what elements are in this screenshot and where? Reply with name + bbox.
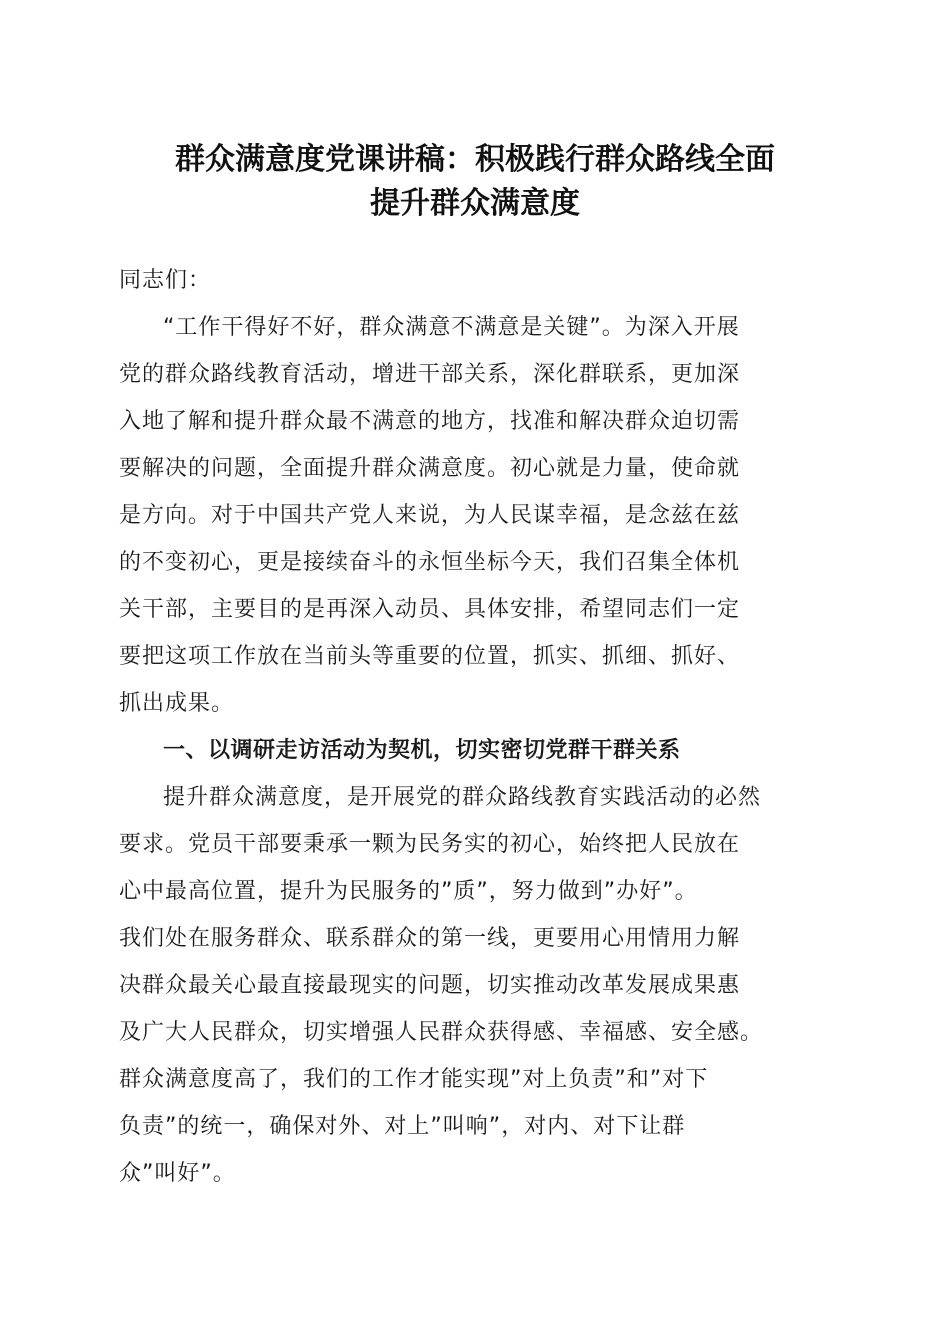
paragraph-1-line: 要把这项工作放在当前头等重要的位置，抓实、抓细、抓好、 <box>119 644 741 669</box>
paragraph-1-line: 要解决的问题，全面提升群众满意度。初心就是力量，使命就 <box>119 456 741 481</box>
paragraph-2-line: 群众满意度高了，我们的工作才能实现”对上负责”和”对下 <box>119 1067 709 1092</box>
paragraph-2-line: 心中最高位置，提升为民服务的”质”，努力做到”办好”。 <box>119 879 698 904</box>
paragraph-2-line: 要求。党员干部要秉承一颗为民务实的初心，始终把人民放在 <box>119 832 741 857</box>
section-1-heading: 一、以调研走访活动为契机，切实密切党群干群关系 <box>163 738 681 763</box>
title-line-2: 提升群众满意度 <box>370 186 580 221</box>
document-title <box>100 138 850 226</box>
paragraph-1-line: 入地了解和提升群众最不满意的地方，找准和解决群众迫切需 <box>119 409 741 434</box>
paragraph-1-line: 关干部，主要目的是再深入动员、具体安排，希望同志们一定 <box>119 597 741 622</box>
paragraph-2-line: 提升群众满意度，是开展党的群众路线教育实践活动的必然 <box>163 785 762 810</box>
paragraph-2-line: 及广大人民群众，切实增强人民群众获得感、幸福感、安全感。 <box>119 1020 764 1045</box>
paragraph-1-line: 党的群众路线教育活动，增进干部关系，深化群联系，更加深 <box>119 362 741 387</box>
paragraph-1-line: 抓出成果。 <box>119 691 235 716</box>
paragraph-2-line: 负责”的统一，确保对外、对上”叫响”，对内、对下让群 <box>119 1114 686 1139</box>
paragraph-1-line: 是方向。对于中国共产党人来说，为人民谋幸福，是念兹在兹 <box>119 503 741 528</box>
paragraph-1-line: “工作干得好不好，群众满意不满意是关键”。为深入开展 <box>163 315 740 340</box>
paragraph-2-line: 我们处在服务群众、联系群众的第一线，更要用心用情用力解 <box>119 926 741 951</box>
paragraph-2-line: 决群众最关心最直接最现实的问题，切实推动改革发展成果惠 <box>119 973 741 998</box>
paragraph-2-line: 众”叫好”。 <box>119 1161 236 1186</box>
title-line-1: 群众满意度党课讲稿：积极践行群众路线全面 <box>175 142 775 177</box>
salutation: 同志们： <box>119 268 212 293</box>
paragraph-1-line: 的不变初心，更是接续奋斗的永恒坐标今天，我们召集全体机 <box>119 550 741 575</box>
document-body <box>119 257 839 1197</box>
